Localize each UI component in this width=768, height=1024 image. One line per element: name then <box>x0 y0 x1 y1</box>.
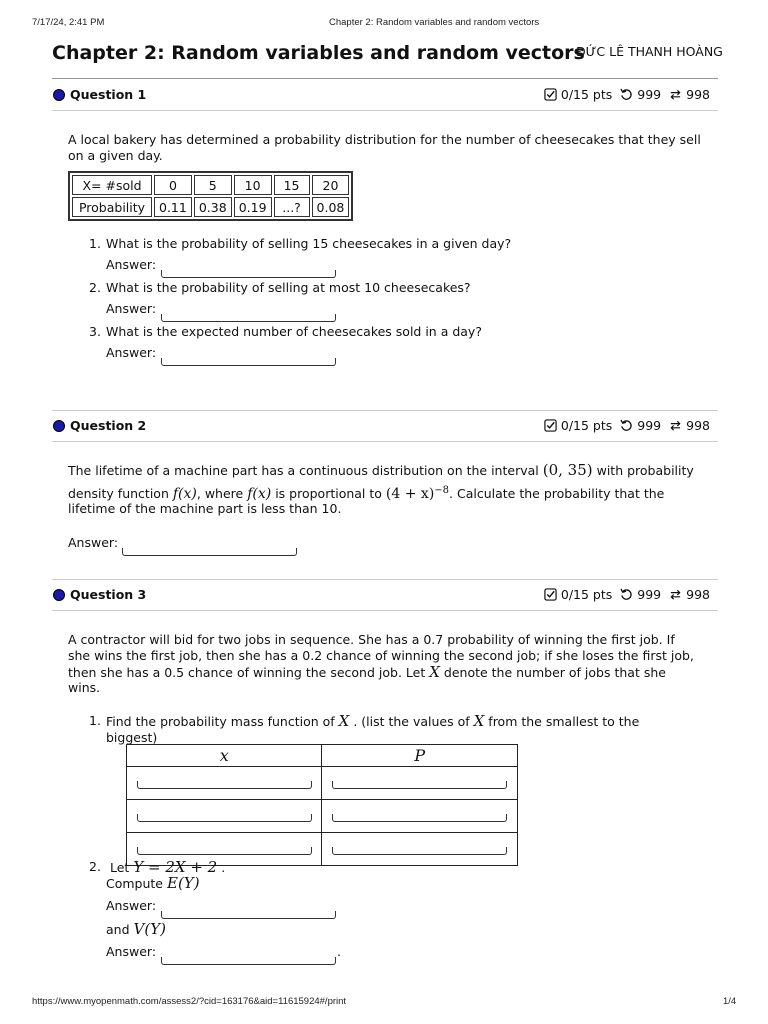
q3-text: . <box>221 860 226 875</box>
retry-icon <box>620 588 633 601</box>
question-2-header[interactable] <box>52 415 718 437</box>
q1-answer-3-input[interactable] <box>161 358 336 366</box>
table-cell: 15 <box>274 175 310 195</box>
question-stats <box>544 418 710 433</box>
table-row <box>127 800 518 833</box>
print-datetime: 7/17/24, 2:41 PM <box>32 17 105 28</box>
q3-ey-answer-input[interactable] <box>161 911 336 919</box>
table-row <box>127 767 518 800</box>
q2-text: density function <box>68 486 169 502</box>
answer-label: Answer: <box>106 944 157 959</box>
table-cell <box>322 833 518 866</box>
q3-text: Find the probability mass function of <box>106 714 335 729</box>
q3-variance-line <box>106 921 166 938</box>
retries-count: 999 <box>637 418 662 433</box>
table-cell <box>127 800 322 833</box>
table-cell: 5 <box>194 175 232 195</box>
q3-ey: E(Y) <box>167 874 200 892</box>
answer-label: Answer: <box>68 535 119 550</box>
q2-fx: f(x) <box>247 486 272 503</box>
points-text: 0/15 pts <box>560 418 613 433</box>
q1-item-1-number: 1. <box>89 236 101 251</box>
q2-base: (4 + x) <box>385 486 435 503</box>
q2-text: is proportional to <box>275 486 382 502</box>
retry-icon <box>620 419 633 432</box>
question-1-divider <box>52 110 718 111</box>
table-cell: 0.11 <box>154 197 192 217</box>
table-cell: 0.38 <box>194 197 232 217</box>
points-text: 0/15 pts <box>560 587 613 602</box>
q3-text: from the smallest to the <box>488 714 640 729</box>
table-cell: 0.19 <box>234 197 272 217</box>
q3-text: and <box>106 922 130 937</box>
question-2-divider <box>52 441 718 442</box>
pmf-x-input[interactable] <box>137 781 312 789</box>
attempts-count: 998 <box>686 87 710 102</box>
q3-var-x: X <box>338 712 350 730</box>
q1-distribution-table <box>68 171 353 221</box>
points-text: 0/15 pts <box>560 87 613 102</box>
q2-line-3: lifetime of the machine part is less than 10. <box>68 501 342 516</box>
q2-fx: f(x) <box>172 486 197 503</box>
q3-period: . <box>337 944 341 959</box>
q2-text: . Calculate the probability that the <box>449 486 665 502</box>
retries-count: 999 <box>637 587 662 602</box>
pmf-p-input[interactable] <box>332 814 507 822</box>
question-label: Question 3 <box>70 587 147 602</box>
answer-label: Answer: <box>106 898 157 913</box>
q3-vy-answer-input[interactable] <box>161 957 336 965</box>
q3-y-equation: Y = 2X + 2 <box>133 858 218 876</box>
q3-item-2-number: 2. <box>89 859 101 874</box>
attempts-count: 998 <box>686 418 710 433</box>
q1-item-2-text: What is the probability of selling at most 10 cheesecakes? <box>106 280 471 295</box>
question-label: Question 2 <box>70 418 147 433</box>
retries-count: 999 <box>637 87 662 102</box>
attempts-icon <box>669 88 682 101</box>
q1-answer-2-input[interactable] <box>161 314 336 322</box>
q3-text: then she has a 0.5 chance of winning the second job. Let <box>68 665 426 680</box>
print-page-number: 1/4 <box>723 996 737 1007</box>
question-status-dot-icon <box>53 89 65 101</box>
checkbox-icon <box>544 588 557 601</box>
q3-item-1-text <box>106 713 639 730</box>
table-row <box>72 197 349 217</box>
q2-text: with probability <box>596 463 694 478</box>
question-label: Question 1 <box>70 87 147 102</box>
q3-intro-line-3 <box>68 664 666 681</box>
question-stats <box>544 587 710 602</box>
q2-line-2 <box>68 483 664 502</box>
q3-intro-line-2: she wins the first job, then she has a 0.2 chance of winning the second job; if she loses the first job, <box>68 648 694 663</box>
q3-text: . (list the values of <box>353 714 470 729</box>
q1-item-3-text: What is the expected number of cheesecakes sold in a day? <box>106 324 482 339</box>
q1-item-3-number: 3. <box>89 324 101 339</box>
table-cell <box>127 767 322 800</box>
user-name: ĐỨC LÊ THANH HOÀNG <box>576 44 723 59</box>
q3-var-x: X <box>429 663 440 681</box>
q3-var-x: X <box>473 712 485 730</box>
q2-text: , where <box>196 486 244 502</box>
table-cell: ...? <box>274 197 310 217</box>
checkbox-icon <box>544 419 557 432</box>
table-header-row <box>127 745 518 767</box>
q1-item-2-number: 2. <box>89 280 101 295</box>
question-2-top-divider <box>52 410 718 411</box>
col-header-x: x <box>127 745 322 767</box>
attempts-count: 998 <box>686 587 710 602</box>
q3-intro-line-4: wins. <box>68 680 101 695</box>
pmf-x-input[interactable] <box>137 814 312 822</box>
print-doc-title: Chapter 2: Random variables and random vectors <box>329 17 540 28</box>
table-header-row <box>72 175 349 195</box>
table-cell <box>322 800 518 833</box>
question-3-divider <box>52 610 718 611</box>
pmf-p-input[interactable] <box>332 847 507 855</box>
table-cell: 0.08 <box>312 197 350 217</box>
table-cell: 20 <box>312 175 350 195</box>
q2-exponent: −8 <box>434 485 450 496</box>
q3-item-1-text-cont: biggest) <box>106 730 158 745</box>
table-cell: 10 <box>234 175 272 195</box>
answer-label: Answer: <box>106 345 157 360</box>
q3-item-1-number: 1. <box>89 713 101 728</box>
question-status-dot-icon <box>53 420 65 432</box>
checkbox-icon <box>544 88 557 101</box>
attempts-icon <box>669 419 682 432</box>
q3-intro-line-1: A contractor will bid for two jobs in sequence. She has a 0.7 probability of winning the first job. If <box>68 632 675 647</box>
answer-label: Answer: <box>106 301 157 316</box>
q3-pmf-table <box>126 744 518 866</box>
question-stats <box>544 87 710 102</box>
table-cell <box>322 767 518 800</box>
pmf-p-input[interactable] <box>332 781 507 789</box>
q2-interval: (0, 35) <box>542 461 593 479</box>
title-divider <box>52 78 718 79</box>
table-cell: X= #sold <box>72 175 152 195</box>
q3-compute-line <box>106 875 200 892</box>
retry-icon <box>620 88 633 101</box>
q1-intro: A local bakery has determined a probability distribution for the number of cheesecakes that they sell on a given day. <box>68 132 701 163</box>
q3-text: denote the number of jobs that she <box>443 665 666 680</box>
q1-answer-1-input[interactable] <box>161 270 336 278</box>
question-1-header[interactable] <box>52 84 718 106</box>
table-cell: 0 <box>154 175 192 195</box>
q3-text: Let <box>110 860 130 875</box>
q2-answer-input[interactable] <box>122 548 297 556</box>
question-3-top-divider <box>52 579 718 580</box>
page-title: Chapter 2: Random variables and random vectors <box>52 42 585 64</box>
pmf-x-input[interactable] <box>137 847 312 855</box>
q2-text: The lifetime of a machine part has a continuous distribution on the interval <box>68 463 539 478</box>
q3-text: Compute <box>106 876 164 891</box>
print-url: https://www.myopenmath.com/assess2/?cid=163176&aid=11615924#/print <box>32 996 347 1007</box>
attempts-icon <box>669 588 682 601</box>
question-3-header[interactable] <box>52 584 718 606</box>
question-status-dot-icon <box>53 589 65 601</box>
answer-label: Answer: <box>106 257 157 272</box>
col-header-p: P <box>322 745 518 767</box>
q2-line-1 <box>68 462 694 479</box>
q3-vy: V(Y) <box>133 920 166 938</box>
q1-item-1-text: What is the probability of selling 15 cheesecakes in a given day? <box>106 236 512 251</box>
table-cell: Probability <box>72 197 152 217</box>
